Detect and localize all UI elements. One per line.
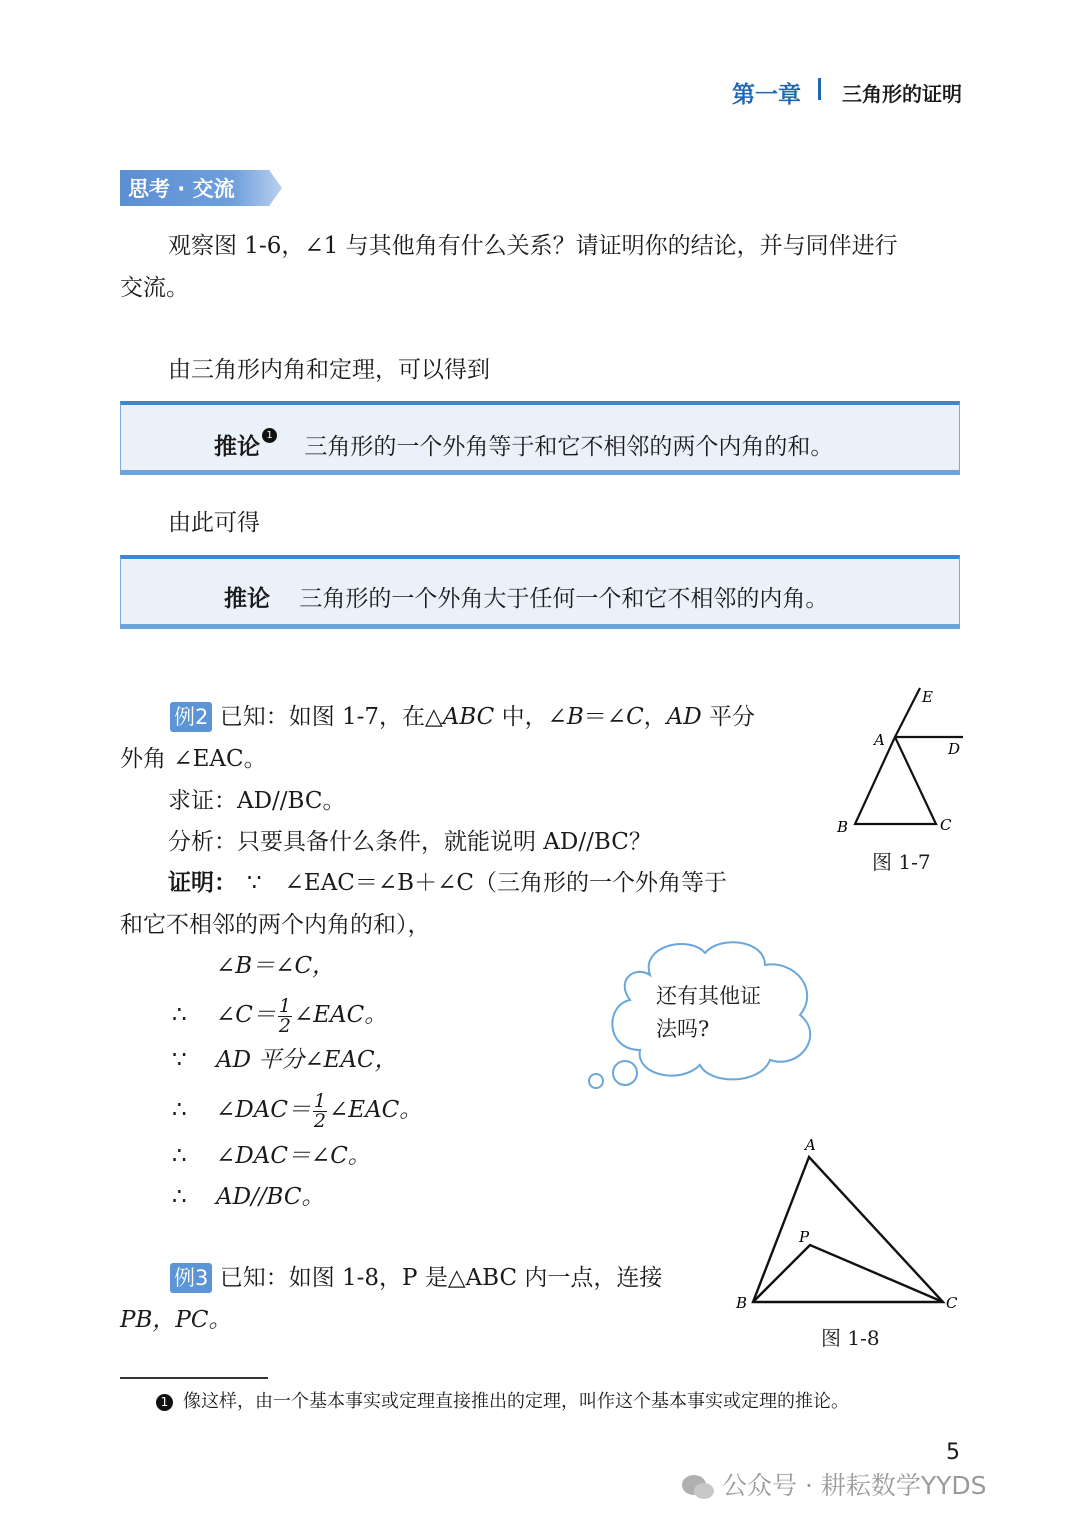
corollary-2-text: 三角形的一个外角大于任何一个和它不相邻的内角。: [299, 586, 829, 612]
example-2-text-e: ＝∠: [583, 704, 627, 730]
example-3-badge: 例3: [170, 1263, 212, 1293]
example-2-text-b: ABC: [442, 704, 495, 730]
proof-label: 证明：: [168, 870, 237, 896]
proof-step-2-a: ∠C＝: [216, 1002, 276, 1028]
proof-symbol-2: ∴: [172, 1002, 187, 1028]
section-tag: 思考 · 交流: [128, 177, 235, 201]
proof-symbol-4: ∴: [172, 1097, 187, 1123]
footnote-bullet: 1: [156, 1394, 173, 1411]
think-line-2: 交流。: [120, 275, 189, 301]
corollary-1-text: 三角形的一个外角等于和它不相邻的两个内角的和。: [304, 434, 834, 460]
fraction-one-half-2: [313, 1089, 327, 1132]
proof-step-2: [216, 995, 387, 1036]
example-2-badge: 例2: [170, 702, 212, 732]
figure-1-7-caption: 图 1-7: [872, 850, 931, 874]
proof-step-4: [216, 1090, 422, 1131]
example-2-text-h: AD: [666, 704, 702, 730]
fraction-denominator: 2: [278, 1014, 291, 1037]
fraction-numerator-2: 1: [313, 1089, 327, 1112]
footnote-text: 像这样，由一个基本事实或定理直接推出的定理，叫作这个基本事实或定理的推论。: [183, 1391, 849, 1412]
fraction-numerator: 1: [278, 994, 291, 1017]
triangle-ABC: [855, 737, 936, 824]
point-E-label: E: [922, 688, 933, 706]
example-2-text-g: ，: [643, 704, 667, 730]
proof-step-4-b: ∠EAC。: [329, 1097, 423, 1123]
proof-symbol-6: ∴: [172, 1184, 187, 1210]
corollary-1: [214, 428, 833, 461]
point-C-label-2: C: [946, 1294, 958, 1312]
example-2-prove: 求证：AD//BC。: [168, 788, 346, 814]
figure-1-7: [830, 680, 970, 840]
point-A-label-2: A: [805, 1136, 816, 1154]
think-line-1: 观察图 1-6，∠1 与其他角有什么关系？请证明你的结论，并与同伴进行: [168, 233, 898, 259]
example-2-line-1: [170, 697, 755, 738]
proof-step-2-b: ∠EAC。: [293, 1002, 388, 1028]
bubble-line-1: 还有其他证: [656, 984, 761, 1008]
footnote-marker: 1: [262, 428, 277, 443]
watermark-text: 公众号 · 耕耘数学YYDS: [722, 1471, 987, 1500]
point-A-label: A: [874, 731, 885, 749]
example-2-text-f: C: [626, 704, 644, 730]
header-divider: [818, 78, 821, 100]
triangle-ABC-2: [753, 1157, 943, 1302]
lead-text-1: 由三角形内角和定理，可以得到: [168, 357, 490, 383]
bubble-dot-large: [613, 1061, 637, 1085]
figure-1-8: [730, 1130, 970, 1320]
example-3-line-2: PB，PC。: [120, 1307, 232, 1333]
footnote-divider: [120, 1377, 268, 1379]
bubble-line-2: 法吗?: [656, 1017, 710, 1041]
ray-AE: [895, 688, 920, 737]
proof-step-1: ∠B＝∠C，: [216, 953, 336, 979]
proof-step-6: AD//BC。: [216, 1184, 325, 1210]
corollary-2: [224, 580, 828, 613]
watermark: [680, 1466, 987, 1502]
corollary-2-label: 推论: [224, 586, 270, 612]
example-2-analysis: 分析：只要具备什么条件，就能说明 AD//BC？: [168, 829, 652, 855]
bubble-dot-small: [589, 1074, 603, 1088]
fraction-one-half: [278, 994, 292, 1037]
corollary-1-label: 推论: [214, 434, 260, 460]
point-C-label: C: [940, 816, 952, 834]
point-P-label: P: [799, 1228, 810, 1246]
example-3-line-1: [170, 1258, 662, 1299]
fraction-denominator-2: 2: [313, 1109, 327, 1132]
proof-step-3: AD 平分∠EAC，: [216, 1047, 398, 1073]
example-3-text: 已知：如图 1-8，P 是△ABC 内一点，连接: [219, 1265, 663, 1291]
example-2-text-c: 中，∠: [494, 704, 567, 730]
proof-symbol-5: ∴: [172, 1143, 187, 1169]
proof-step-5: ∠DAC＝∠C。: [216, 1143, 371, 1169]
example-2-text-i: 平分: [701, 704, 756, 730]
example-2-text-d: B: [566, 704, 584, 730]
example-2-proof-line-1: [168, 863, 727, 904]
page-number: 5: [946, 1440, 960, 1465]
proof-step-4-a: ∠DAC＝: [216, 1097, 311, 1123]
figure-1-8-caption: 图 1-8: [821, 1326, 880, 1350]
point-B-label-2: B: [736, 1294, 748, 1312]
chapter-label: 第一章: [732, 82, 801, 108]
lead-text-2: 由此可得: [168, 510, 260, 536]
proof-text-1: ∵ ∠EAC＝∠B＋∠C（三角形的一个外角等于: [247, 870, 727, 896]
wechat-icon: [680, 1473, 716, 1501]
example-2-text-a: 已知：如图 1-7，在△: [219, 704, 443, 730]
example-2-proof-line-2: 和它不相邻的两个内角的和），: [120, 912, 431, 938]
point-D-label: D: [948, 740, 961, 758]
segments-PB-PC: [753, 1245, 943, 1302]
point-B-label: B: [837, 818, 849, 836]
example-2-line-2: 外角 ∠EAC。: [120, 746, 267, 772]
proof-symbol-3: ∵: [172, 1047, 187, 1073]
chapter-title: 三角形的证明: [842, 82, 962, 106]
footnote: [156, 1387, 849, 1413]
